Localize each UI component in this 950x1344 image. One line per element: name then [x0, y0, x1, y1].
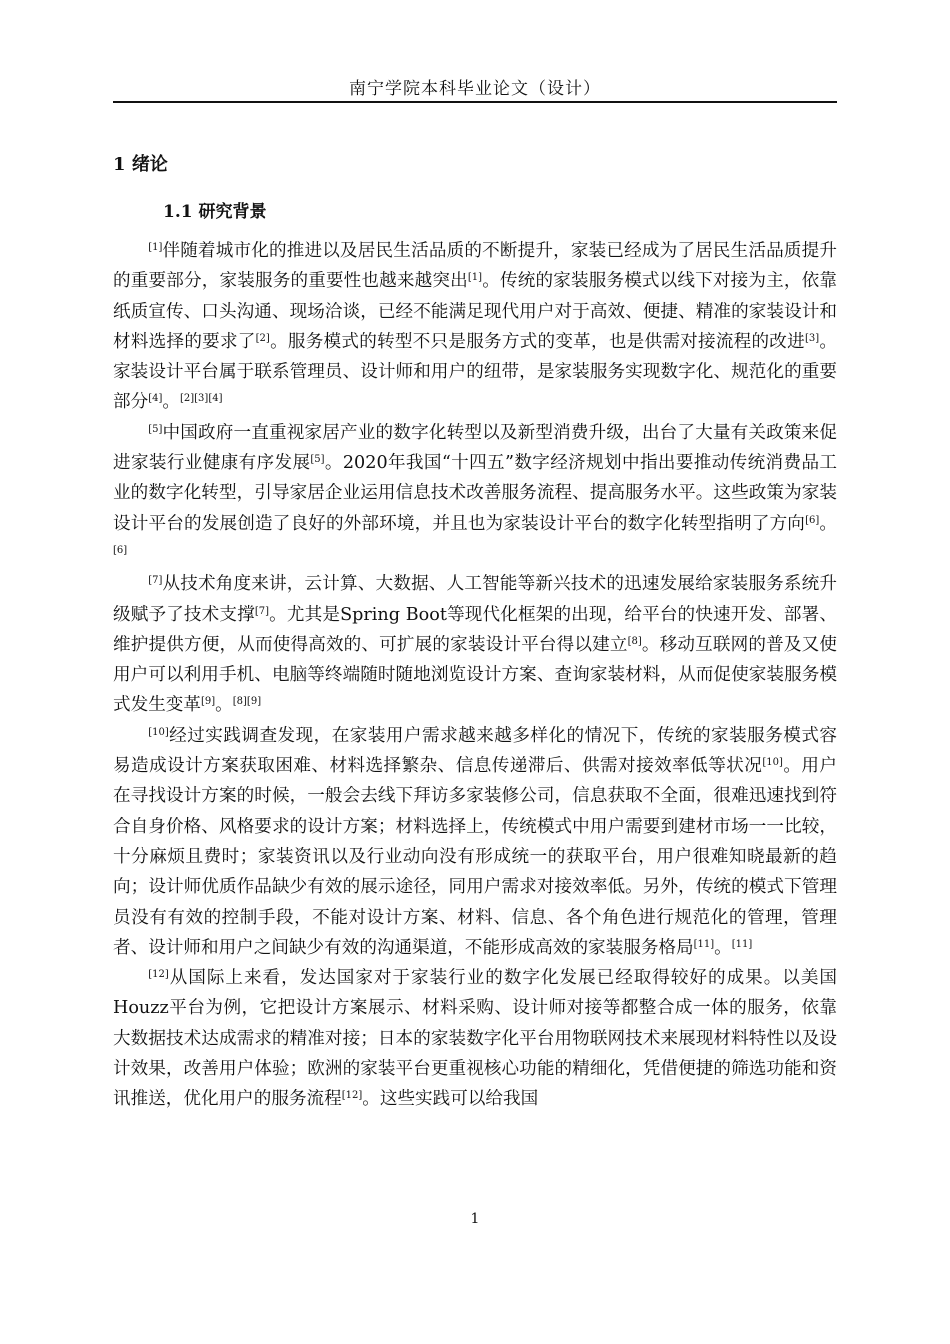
paragraph-text: 伴随着城市化的推进以及居民生活品质的不断提升，家装已经成为了居民生活品质提升的重要部分，家装服务的重要性也越来越突出 [113, 241, 837, 292]
citation-superscript: [12] [148, 969, 169, 981]
paragraph-text: 。移动互联网的普及又使用户可以利用手机、电脑等终端随时随地浏览设计方案、查询家装材料，从而促使家装服务模式发生变革 [113, 634, 837, 716]
paragraph-text: 。服务模式的转型不只是服务方式的变革，也是供需对接流程的改进 [269, 331, 805, 352]
citation-superscript: [2] [255, 332, 270, 344]
paragraph-text: 从国际上来看，发达国家对于家装行业的数字化发展已经取得较好的成果。以美国Houzz平台为例，它把设计方案展示、材料采购、设计师对接等都整合成一体的服务，依靠大数据技术达成需求的精准对接；日本的家装数字化平台用物联网技术来展现材料特性以及设计效果，改善用户体验；欧洲的家装平台更重视核心功能的精细化，凭借便捷的筛选功能和资讯推送，优化用户的服务流程 [113, 968, 837, 1110]
citation-superscript: [2][3][4] [179, 393, 223, 405]
paragraph-text: 。 [714, 937, 732, 958]
body-paragraph [113, 236, 837, 418]
citation-superscript: [5] [148, 423, 163, 435]
header-rule [113, 101, 837, 103]
citation-superscript: [12] [341, 1090, 363, 1102]
paragraph-text: 。 [819, 513, 837, 534]
citation-superscript: [11] [731, 938, 753, 950]
paragraph-text: 经过实践调查发现，在家装用户需求越来越多样化的情况下，传统的家装服务模式容易造成设计方案获取困难、材料选择繁杂、信息传递滞后、供需对接效率低等状况 [113, 725, 837, 777]
paragraph-text: 。 [215, 695, 233, 716]
chapter-heading [113, 150, 168, 176]
citation-superscript: [3] [804, 332, 820, 344]
paragraph-text: 。尤其是Spring Boot等现代化框架的出现，给平台的快速开发、部署、维护提供方便，从而使得高效的、可扩展的家装设计平台得以建立 [113, 604, 837, 655]
citation-superscript: [7] [254, 605, 270, 617]
chapter-number: 1 [113, 154, 126, 175]
page-number: 1 [470, 1211, 480, 1227]
body-paragraph [113, 963, 837, 1114]
chapter-title: 绪论 [131, 154, 168, 175]
section-title: 研究背景 [198, 202, 267, 222]
body-text [113, 236, 837, 1115]
page-header-title: 南宁学院本科毕业论文（设计） [349, 79, 601, 99]
citation-superscript: [8] [627, 635, 642, 647]
paragraph-text: 。家装设计平台属于联系管理员、设计师和用户的纽带，是家装服务实现数字化、规范化的重要部分 [113, 331, 837, 413]
citation-superscript: [5] [310, 454, 325, 466]
paragraph-text: 。2020年我国“十四五”数字经济规划中指出要推动传统消费品工业的数字化转型，引导家居企业运用信息技术改善服务流程、提高服务水平。这些政策为家装设计平台的发展创造了良好的外部环境，并且也为家装设计平台的数字化转型指明了方向 [113, 453, 837, 534]
citation-superscript: [1] [467, 272, 483, 284]
body-paragraph [113, 721, 837, 963]
citation-superscript: [11] [693, 938, 715, 950]
citation-superscript: [4] [148, 393, 163, 405]
paragraph-text: 。 [162, 392, 180, 413]
paragraph-text: 从技术角度来讲，云计算、大数据、人工智能等新兴技术的迅速发展给家装服务系统升级赋予了技术支撑 [113, 574, 837, 625]
paragraph-text: 中国政府一直重视家居产业的数字化转型以及新型消费升级，出台了大量有关政策来促进家装行业健康有序发展 [113, 422, 837, 474]
citation-superscript: [8][9] [232, 696, 262, 708]
body-paragraph [113, 418, 837, 569]
paragraph-text: 。传统的家装服务模式以线下对接为主，依靠纸质宣传、口头沟通、现场洽谈，已经不能满足现代用户对于高效、便捷、精准的家装设计和材料选择的要求了 [113, 271, 837, 352]
section-heading [163, 197, 267, 222]
section-number: 1.1 [163, 202, 193, 222]
paragraph-text: 。用户在寻找设计方案的时候，一般会去线下拜访多家装修公司，信息获取不全面，很难迅速找到符合自身价格、风格要求的设计方案；材料选择上，传统模式中用户需要到建材市场一一比较，十分麻烦且费时；家装资讯以及行业动向没有形成统一的获取平台，用户很难知晓最新的趋向；设计师优质作品缺少有效的展示途径，同用户需求对接效率低。另外，传统的模式下管理员没有有效的控制手段，不能对设计方案、材料、信息、各个角色进行规范化的管理，管理者、设计师和用户之间缺少有效的沟通渠道，不能形成高效的家装服务格局 [113, 756, 837, 958]
citation-superscript: [6] [113, 544, 128, 556]
citation-superscript: [7] [148, 575, 163, 587]
citation-superscript: [6] [805, 514, 820, 526]
citation-superscript: [10] [148, 726, 169, 738]
citation-superscript: [10] [762, 757, 783, 769]
paragraph-text: 。这些实践可以给我国 [362, 1089, 539, 1110]
citation-superscript: [1] [148, 242, 163, 253]
body-paragraph [113, 569, 837, 720]
citation-superscript: [9] [200, 696, 216, 708]
